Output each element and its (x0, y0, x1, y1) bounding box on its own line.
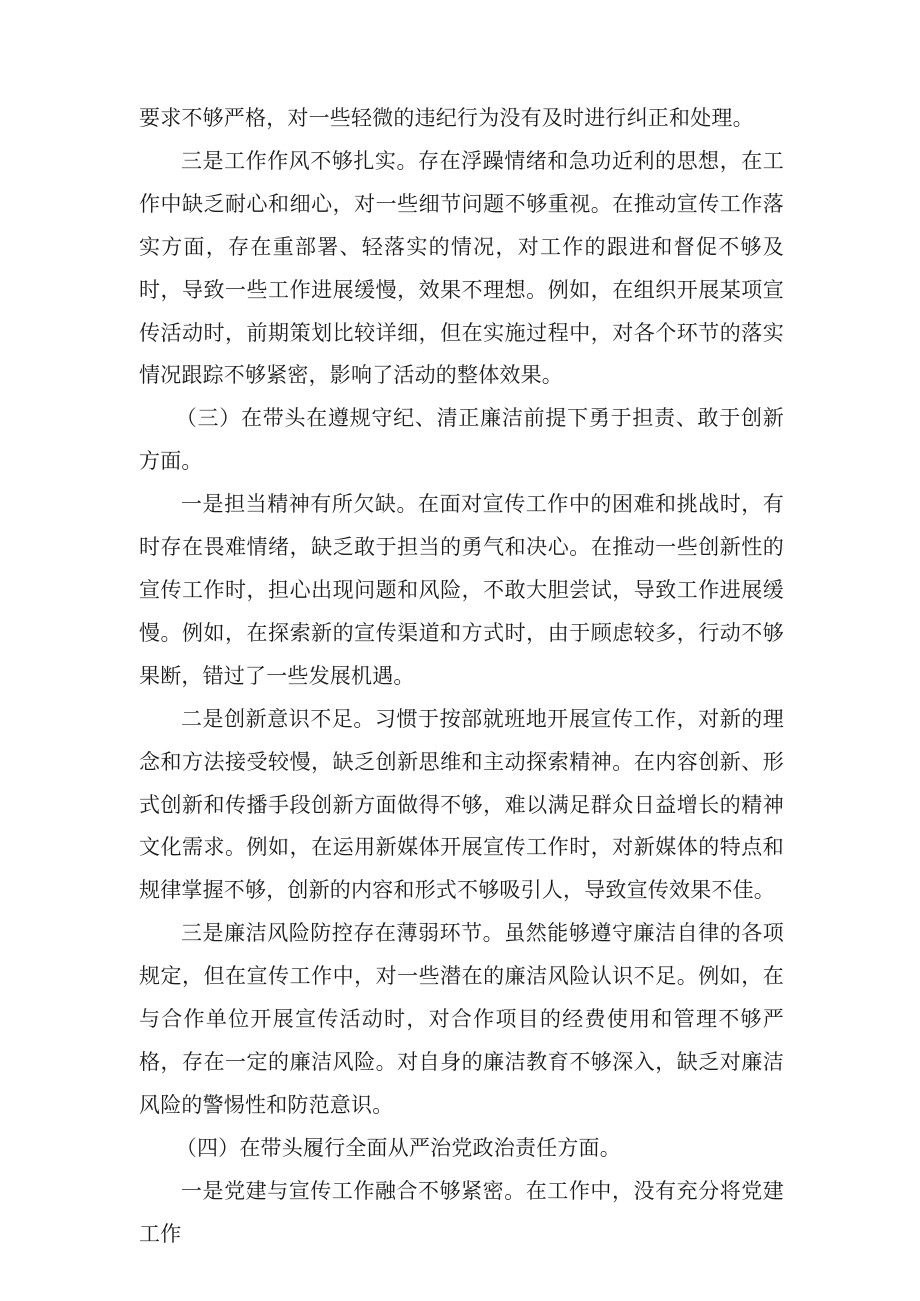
paragraph-work-style: 三是工作作风不够扎实。存在浮躁情绪和急功近利的思想，在工作中缺乏耐心和细心，对一些细节问题不够重视。在推动宣传工作落实方面，存在重部署、轻落实的情况，对工作的跟进和督促不够及时，导致一些工作进展缓慢，效果不理想。例如，在组织开展某项宣传活动时，前期策划比较详细，但在实施过程中，对各个环节的落实情况跟踪不够紧密，影响了活动的整体效果。 (139, 148, 784, 388)
paragraph-party-building: 一是党建与宣传工作融合不够紧密。在工作中，没有充分将党建工作 (139, 1178, 784, 1246)
paragraph-continuation: 要求不够严格，对一些轻微的违纪行为没有及时进行纠正和处理。 (139, 106, 754, 130)
paragraph-responsibility: 一是担当精神有所欠缺。在面对宣传工作中的困难和挑战时，有时存在畏难情绪，缺乏敢于担当的勇气和决心。在推动一些创新性的宣传工作时，担心出现问题和风险，不敢大胆尝试，导致工作进展缓慢。例如，在探索新的宣传渠道和方式时，由于顾虑较多，行动不够果断，错过了一些发展机遇。 (139, 492, 784, 688)
section-heading-3: （三）在带头在遵规守纪、清正廉洁前提下勇于担责、敢于创新方面。 (139, 406, 784, 474)
section-heading-4: （四）在带头履行全面从严治党政治责任方面。 (175, 1135, 621, 1160)
paragraph-integrity-risk: 三是廉洁风险防控存在薄弱环节。虽然能够遵守廉洁自律的各项规定，但在宣传工作中，对一些潜在的廉洁风险认识不足。例如，在与合作单位开展宣传活动时，对合作项目的经费使用和管理不够严格，存在一定的廉洁风险。对自身的廉洁教育不够深入，缺乏对廉洁风险的警惕性和防范意识。 (139, 921, 784, 1117)
document-body (139, 97, 784, 1255)
paragraph-innovation: 二是创新意识不足。习惯于按部就班地开展宣传工作，对新的理念和方法接受较慢，缺乏创新思维和主动探索精神。在内容创新、形式创新和传播手段创新方面做得不够，难以满足群众日益增长的精神文化需求。例如，在运用新媒体开展宣传工作时，对新媒体的特点和规律掌握不够，创新的内容和形式不够吸引人，导致宣传效果不佳。 (139, 706, 784, 903)
